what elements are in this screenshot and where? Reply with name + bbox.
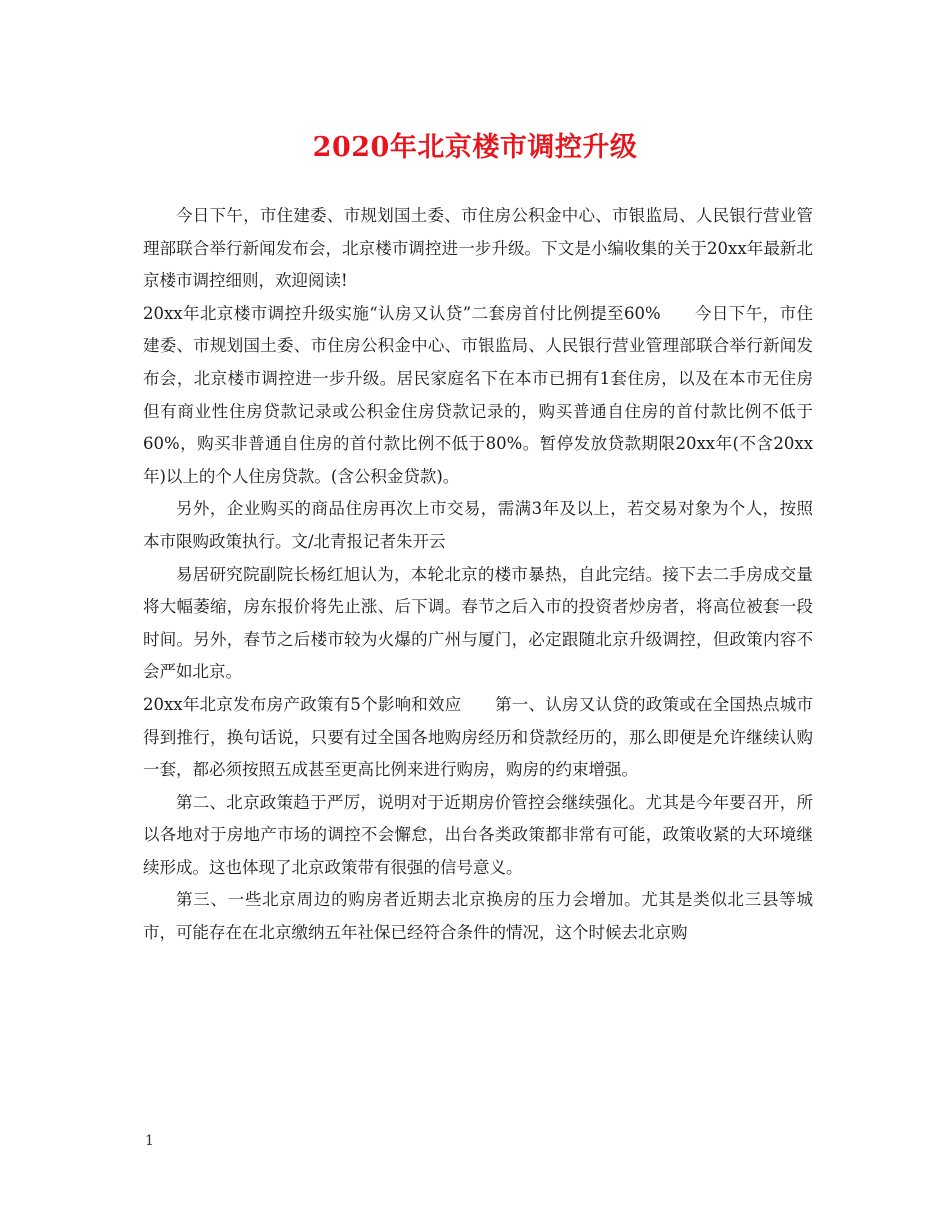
paragraph-7: 第三、一些北京周边的购房者近期去北京换房的压力会增加。尤其是类似北三县等城市，可能存在在北京缴纳五年社保已经符合条件的情况，这个时候去北京购: [143, 890, 813, 943]
paragraph-1: 今日下午，市住建委、市规划国土委、市住房公积金中心、市银监局、人民银行营业管理部联合举行新闻发布会，北京楼市调控进一步升级。下文是小编收集的关于20xx年最新北京楼市调控细则，欢迎阅读!: [143, 206, 813, 291]
paragraph-3: 另外，企业购买的商品住房再次上市交易，需满3年及以上，若交易对象为个人，按照本市限购政策执行。文/北青报记者朱开云: [143, 499, 813, 551]
paragraph-5: 20xx年北京发布房产政策有5个影响和效应 第一、认房又认贷的政策或在全国热点城市得到推行，换句话说，只要有过全国各地购房经历和贷款经历的，那么即便是允许继续认购一套，都必须按照五成甚至更高比例来进行购房，购房的约束增强。: [143, 694, 813, 780]
paragraph-2: 20xx年北京楼市调控升级实施“认房又认贷”二套房首付比例提至60% 今日下午，市住建委、市规划国土委、市住房公积金中心、市银监局、人民银行营业管理部联合举行新闻发布会，北京楼市调控进一步升级。居民家庭名下在本市已拥有1套住房，以及在本市无住房但有商业性住房贷款记录或公积金住房贷款记录的，购买普通自住房的首付款比例不低于60%，购买非普通自住房的首付款比例不低于80%。暂停发放贷款期限20xx年(不含20xx年)以上的个人住房贷款。(含公积金贷款)。: [143, 303, 813, 486]
paragraph-4: 易居研究院副院长杨红旭认为，本轮北京的楼市暴热，自此完结。接下去二手房成交量将大幅萎缩，房东报价将先止涨、后下调。春节之后入市的投资者炒房者，将高位被套一段时间。另外，春节之后楼市较为火爆的广州与厦门，必定跟随北京升级调控，但政策内容不会严如北京。: [143, 564, 813, 682]
document-title: 2020年北京楼市调控升级: [312, 132, 638, 163]
page-number: 1: [145, 1133, 154, 1149]
document-body: [143, 200, 813, 950]
paragraph-6: 第二、北京政策趋于严厉，说明对于近期房价管控会继续强化。尤其是今年要召开，所以各地对于房地产市场的调控不会懈怠，出台各类政策都非常有可能，政策收紧的大环境继续形成。这也体现了北京政策带有很强的信号意义。: [143, 792, 813, 877]
